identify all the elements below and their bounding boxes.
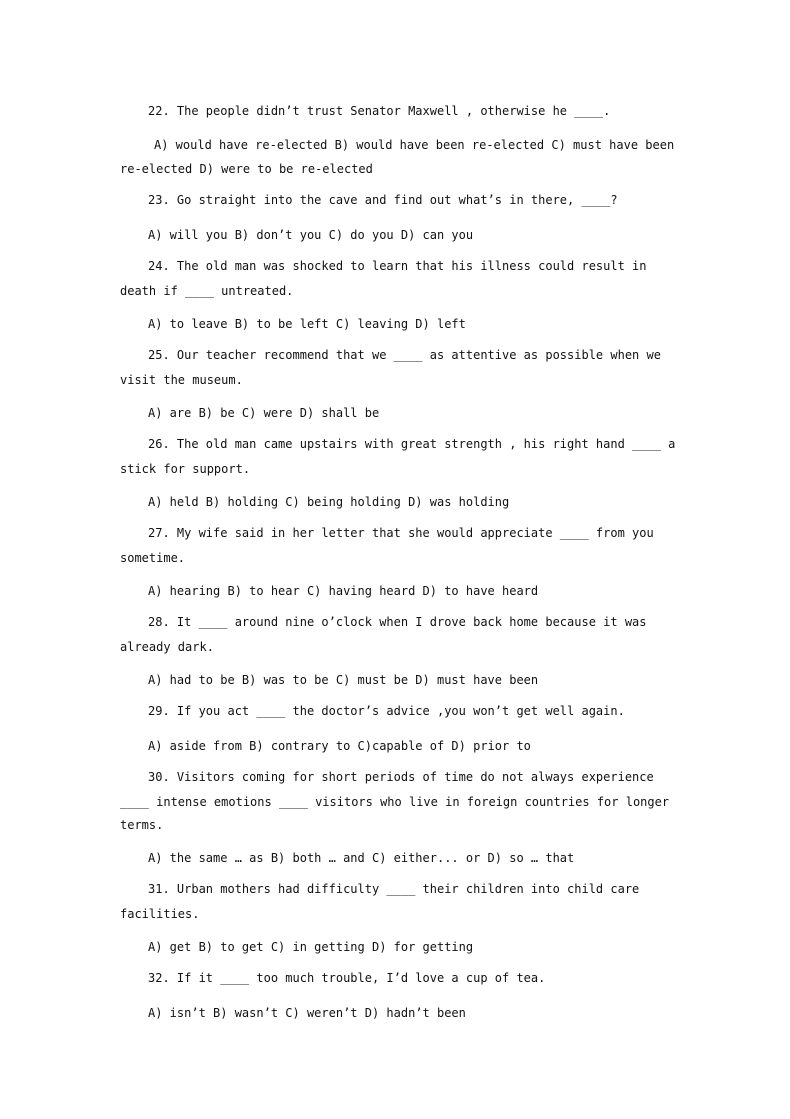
question-22-options: A) would have re-elected B) would have been re-elected C) must have been — [154, 138, 675, 152]
question-22-text: 22. The people didn’t trust Senator Maxwell , otherwise he ____. — [148, 104, 611, 118]
question-30-options: A) the same … as B) both … and C) either... or D) so … that — [148, 851, 575, 865]
question-30-text-continued-2: terms. — [120, 818, 164, 832]
question-30-text-continued: ____ intense emotions ____ visitors who live in foreign countries for longer — [120, 795, 670, 809]
question-26-options: A) held B) holding C) being holding D) was holding — [148, 495, 510, 509]
question-28-options: A) had to be B) was to be C) must be D) must have been — [148, 673, 539, 687]
question-29-options: A) aside from B) contrary to C)capable of D) prior to — [148, 739, 531, 753]
question-24-options: A) to leave B) to be left C) leaving D) left — [148, 317, 466, 331]
question-25-text: 25. Our teacher recommend that we ____ as attentive as possible when we — [148, 348, 661, 362]
question-32-text: 32. If it ____ too much trouble, I’d love a cup of tea. — [148, 971, 546, 985]
question-25-options: A) are B) be C) were D) shall be — [148, 406, 380, 420]
question-26-text-continued: stick for support. — [120, 462, 251, 476]
question-31-options: A) get B) to get C) in getting D) for getting — [148, 940, 474, 954]
question-24-text-continued: death if ____ untreated. — [120, 284, 294, 298]
question-27-options: A) hearing B) to hear C) having heard D) to have heard — [148, 584, 539, 598]
question-23-text: 23. Go straight into the cave and find out what’s in there, ____? — [148, 193, 618, 207]
question-22-options-continued: re-elected D) were to be re-elected — [120, 162, 373, 176]
question-28-text-continued: already dark. — [120, 640, 214, 654]
question-32-options: A) isn’t B) wasn’t C) weren’t D) hadn’t been — [148, 1006, 466, 1020]
question-23-options: A) will you B) don’t you C) do you D) can you — [148, 228, 474, 242]
question-28-text: 28. It ____ around nine o’clock when I drove back home because it was — [148, 615, 647, 629]
question-27-text: 27. My wife said in her letter that she would appreciate ____ from you — [148, 526, 654, 540]
question-25-text-continued: visit the museum. — [120, 373, 243, 387]
question-29-text: 29. If you act ____ the doctor’s advice ,you won’t get well again. — [148, 704, 625, 718]
question-26-text: 26. The old man came upstairs with great strength , his right hand ____ a — [148, 437, 676, 451]
question-31-text: 31. Urban mothers had difficulty ____ their children into child care — [148, 882, 640, 896]
question-30-text: 30. Visitors coming for short periods of time do not always experience — [148, 770, 654, 784]
question-31-text-continued: facilities. — [120, 907, 200, 921]
question-24-text: 24. The old man was shocked to learn that his illness could result in — [148, 259, 647, 273]
question-27-text-continued: sometime. — [120, 551, 186, 565]
